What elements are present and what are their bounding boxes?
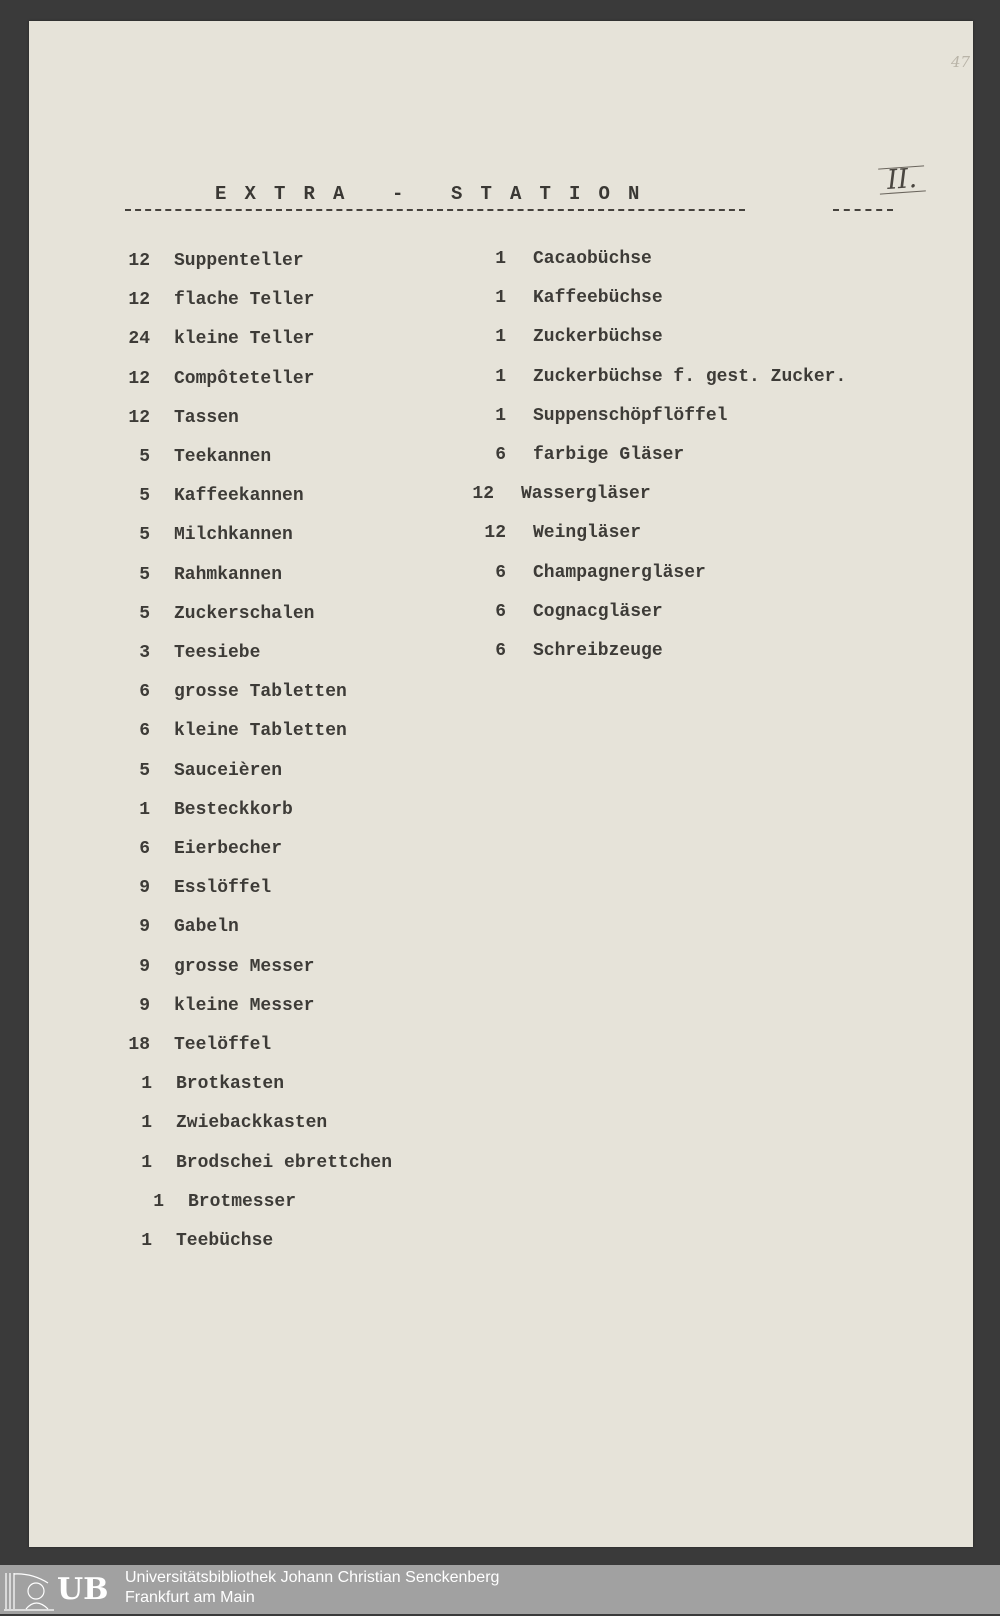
item-quantity: 12 — [472, 484, 494, 505]
list-item — [29, 523, 969, 545]
item-label: Brotmesser — [188, 1191, 297, 1212]
item-label: Cognacgläser — [533, 601, 663, 622]
list-item — [29, 484, 969, 506]
logo-text: UB — [57, 1572, 109, 1607]
item-quantity: 9 — [139, 878, 150, 899]
item-label: Wassergläser — [521, 484, 651, 505]
item-quantity: 6 — [495, 562, 506, 583]
title-letter: T — [539, 183, 551, 205]
title-letter: S — [451, 183, 463, 205]
item-quantity: 6 — [495, 445, 506, 465]
item-label: Brodschei ebrettchen — [176, 1152, 393, 1173]
title-letter: E — [215, 183, 227, 205]
item-quantity: 1 — [495, 249, 506, 269]
item-quantity: 1 — [141, 1231, 152, 1251]
item-label: Brotkasten — [176, 1074, 285, 1095]
item-label: Teekannen — [174, 447, 272, 467]
list-item — [29, 800, 969, 822]
list-item — [29, 406, 969, 428]
item-quantity: 1 — [139, 799, 150, 820]
list-item — [29, 996, 969, 1018]
title-letter: I — [569, 183, 581, 205]
title-underline — [125, 209, 745, 211]
item-label: Kaffeebüchse — [533, 288, 663, 309]
item-quantity: 6 — [139, 682, 150, 703]
item-label: flache Teller — [174, 290, 315, 311]
item-label: Weingläser — [533, 523, 642, 544]
item-quantity: 1 — [495, 405, 506, 426]
list-item — [29, 1231, 969, 1253]
item-label: Sauceièren — [174, 760, 283, 781]
section-underline — [833, 209, 893, 211]
item-quantity: 5 — [139, 564, 150, 585]
list-item — [29, 445, 969, 467]
item-label: Tassen — [174, 407, 239, 428]
item-quantity: 12 — [484, 523, 506, 544]
title-letter: A — [333, 183, 345, 205]
section-number: II. — [878, 165, 926, 194]
item-label: Suppenteller — [174, 251, 304, 271]
item-label: Zwiebackkasten — [176, 1113, 328, 1134]
item-label: Cacaobüchse — [533, 249, 652, 269]
list-item — [29, 839, 969, 861]
item-label: Zuckerschalen — [174, 603, 315, 624]
item-quantity: 9 — [139, 995, 150, 1016]
item-label: Champagnergläser — [533, 562, 706, 583]
item-label: Compôteteller — [174, 368, 315, 389]
list-item — [29, 1035, 969, 1057]
item-label: Teebüchse — [176, 1231, 274, 1251]
item-quantity: 1 — [153, 1191, 164, 1212]
item-quantity: 5 — [139, 525, 150, 546]
item-quantity: 24 — [128, 329, 150, 350]
item-quantity: 18 — [128, 1035, 150, 1055]
item-quantity: 6 — [495, 601, 506, 622]
list-item — [29, 367, 969, 389]
list-item — [29, 1192, 969, 1214]
item-label: kleine Teller — [174, 329, 315, 350]
item-label: Zuckerbüchse — [533, 327, 663, 348]
item-label: farbige Gläser — [533, 445, 685, 465]
item-label: Kaffeekannen — [174, 486, 304, 507]
item-label: Rahmkannen — [174, 564, 283, 585]
item-quantity: 1 — [495, 288, 506, 309]
item-quantity: 1 — [495, 327, 506, 348]
item-quantity: 1 — [141, 1152, 152, 1173]
item-label: Milchkannen — [174, 525, 293, 546]
document-page — [29, 21, 973, 1547]
list-item — [29, 288, 969, 310]
item-quantity: 12 — [128, 407, 150, 428]
item-quantity: 1 — [141, 1074, 152, 1095]
item-quantity: 12 — [128, 368, 150, 389]
list-item — [29, 602, 969, 624]
list-item — [29, 682, 969, 704]
item-quantity: 5 — [139, 603, 150, 624]
item-quantity: 1 — [495, 366, 506, 387]
list-item — [29, 641, 969, 663]
item-quantity: 6 — [139, 839, 150, 859]
item-quantity: 1 — [141, 1113, 152, 1134]
item-quantity: 9 — [139, 917, 150, 938]
item-label: Teelöffel — [174, 1035, 272, 1055]
item-quantity: 12 — [128, 251, 150, 271]
folio-number: 47 — [951, 53, 971, 71]
list-item — [29, 721, 969, 743]
document-title — [215, 183, 658, 205]
item-label: kleine Tabletten — [174, 721, 347, 742]
title-letter: X — [244, 183, 256, 205]
title-letter: A — [510, 183, 522, 205]
item-quantity: 6 — [495, 641, 506, 661]
list-item — [29, 957, 969, 979]
library-footer — [0, 1565, 1000, 1614]
item-label: Esslöffel — [174, 878, 272, 899]
item-label: Eierbecher — [174, 839, 283, 859]
item-label: kleine Messer — [174, 995, 315, 1016]
item-quantity: 12 — [128, 290, 150, 311]
item-label: Schreibzeuge — [533, 641, 663, 661]
list-item — [29, 1074, 969, 1096]
item-quantity: 5 — [139, 486, 150, 507]
item-label: Gabeln — [174, 917, 239, 938]
list-item — [29, 878, 969, 900]
library-city: Frankfurt am Main — [125, 1589, 255, 1606]
item-quantity: 6 — [139, 721, 150, 742]
list-item — [29, 917, 969, 939]
title-letter: N — [628, 183, 640, 205]
item-label: Suppenschöpflöffel — [533, 405, 728, 426]
portrait-logo-icon — [2, 1569, 54, 1611]
item-label: grosse Messer — [174, 956, 315, 977]
ub-logo — [2, 1569, 109, 1611]
library-name: Universitätsbibliothek Johann Christian Senckenberg — [125, 1569, 500, 1586]
title-letter: O — [598, 183, 610, 205]
title-letter: R — [303, 183, 315, 205]
item-quantity: 9 — [139, 956, 150, 977]
item-label: Besteckkorb — [174, 799, 293, 820]
title-letter: T — [480, 183, 492, 205]
list-item — [29, 1113, 969, 1135]
item-quantity: 3 — [139, 643, 150, 663]
list-item — [29, 1153, 969, 1175]
list-item — [29, 761, 969, 783]
item-label: Zuckerbüchse f. gest. Zucker. — [533, 366, 847, 387]
list-item — [29, 249, 969, 271]
item-quantity: 5 — [139, 447, 150, 467]
list-item — [29, 563, 969, 585]
item-quantity: 5 — [139, 760, 150, 781]
item-label: Teesiebe — [174, 643, 261, 663]
list-item — [29, 327, 969, 349]
title-letter: - — [392, 183, 404, 205]
title-letter: T — [274, 183, 286, 205]
item-label: grosse Tabletten — [174, 682, 347, 703]
